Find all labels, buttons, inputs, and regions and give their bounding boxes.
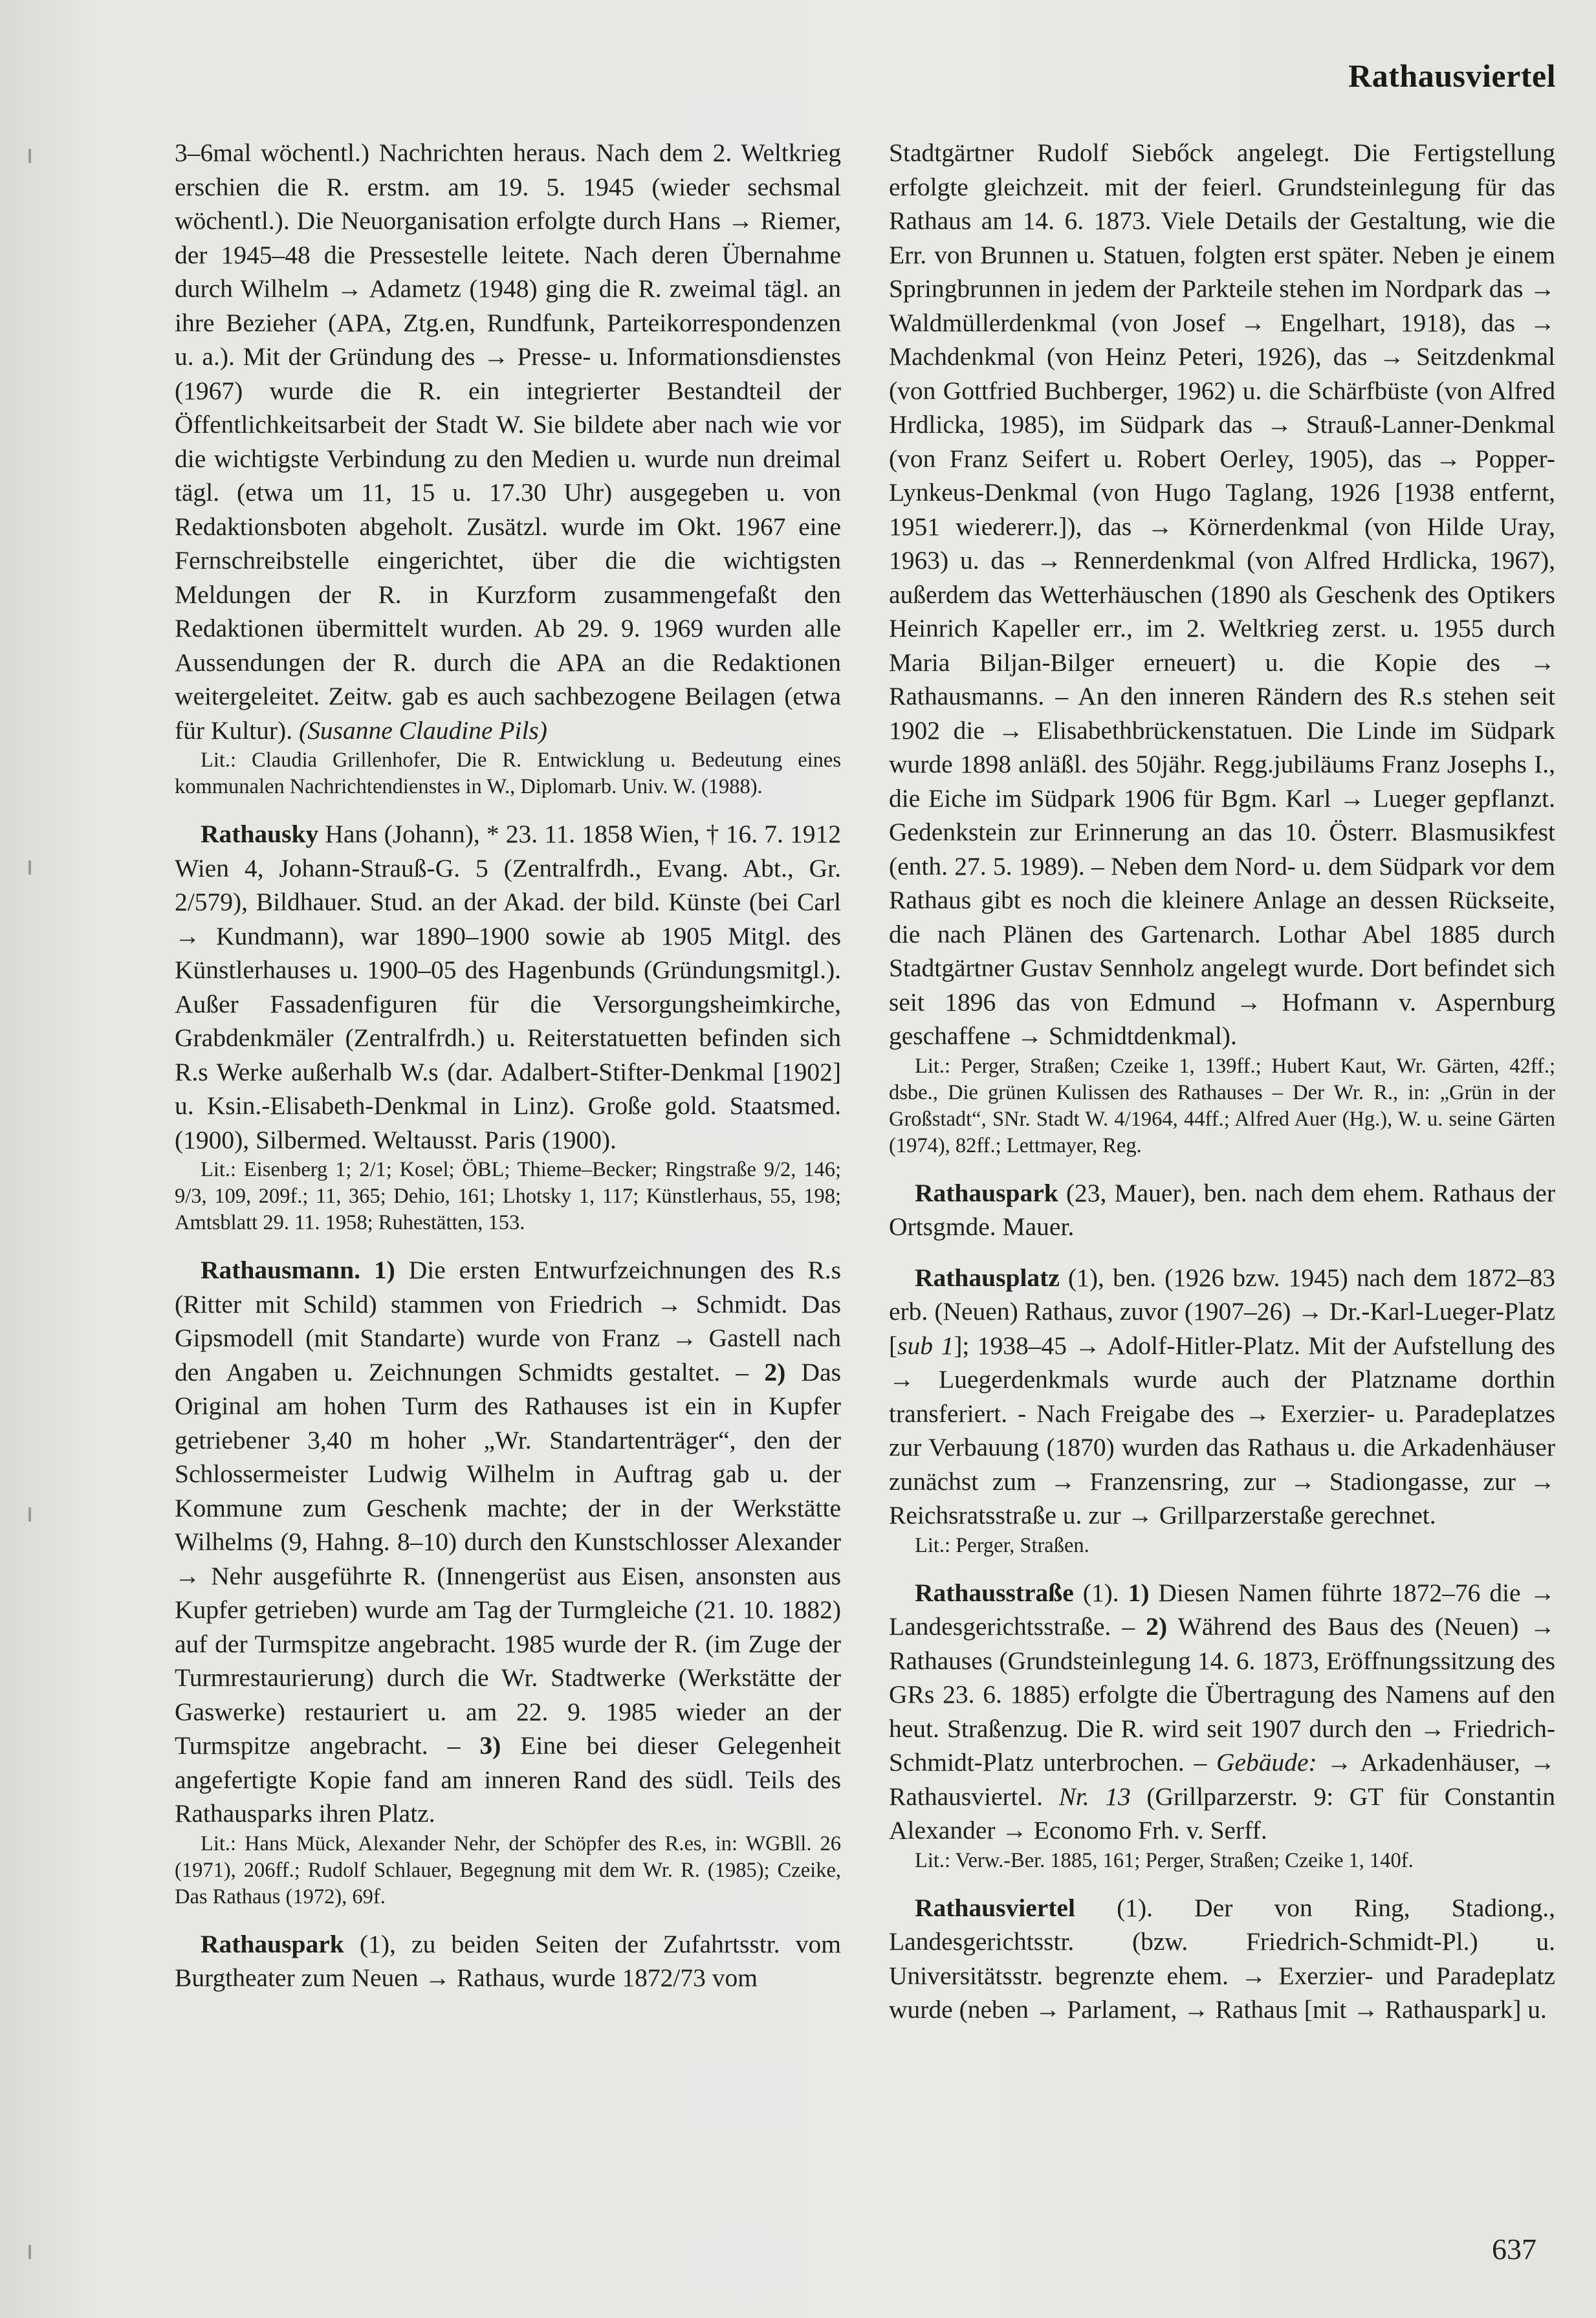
entry-rathausplatz [889, 1261, 1555, 1533]
sense-number: 1) [360, 1256, 395, 1284]
literature-note: Lit.: Perger, Straßen. [915, 1533, 1089, 1557]
entry-headword: Rathausky [201, 820, 319, 848]
literature-note: Lit.: Verw.-Ber. 1885, 161; Perger, Straßen; Czeike 1, 140f. [915, 1848, 1414, 1872]
sense-number: 2) [1146, 1612, 1168, 1641]
entry-rathausmann [175, 1253, 841, 1831]
sense-number: 1) [1128, 1578, 1150, 1607]
entry-headword: Rathausstraße [915, 1578, 1074, 1607]
subsection-label: Nr. 13 [1058, 1782, 1131, 1811]
author-signature: (Susanne Claudine Pils) [298, 716, 547, 745]
left-column [175, 136, 841, 1995]
sense-number: 3) [479, 1731, 501, 1760]
entry-headword: Rathausmann. [201, 1256, 360, 1284]
subsection-label: Gebäude: [1216, 1748, 1317, 1777]
entry-text: Eine bei dieser Gelegenheit angefertigte Kopie fand am inneren Rand des südl. Teils des Rathausparks ihren Platz. [175, 1731, 841, 1828]
entry-headword: Rathauspark [915, 1178, 1058, 1207]
entry-rathausstrasse [889, 1576, 1555, 1848]
entry-headword: Rathausplatz [915, 1263, 1060, 1292]
entry-text: (Grillparzerstr. 9: GT für Constantin Alexander → Economo Frh. v. Serff. [889, 1782, 1555, 1844]
entry-headword: Rathausviertel [915, 1893, 1075, 1922]
literature-note: Lit.: Eisenberg 1; 2/1; Kosel; ÖBL; Thieme–Becker; Ringstraße 9/2, 146; 9/3, 109, 209f.; 11, 365; Dehio, 161; Lhotsky 1, 117; Künstlerhaus, 55, 198; Amtsblatt 29. 11. 1958; Ruhestätten, 153. [175, 1158, 841, 1234]
entry-text: Während des Baus des (Neuen) → Rathauses (Grundsteinlegung 14. 6. 1873, Eröffnungssitzung des GRs 23. 6. 1885) erfolgte die Übertragung des Namens auf den heut. Straßenzug. Die R. wird seit 1907 durch den → Friedrich-Schmidt-Platz unterbrochen. – [889, 1612, 1555, 1777]
binding-mark [28, 860, 31, 875]
entry-rathausviertel [889, 1891, 1555, 2027]
entry-text: (23, Mauer), ben. nach dem ehem. Rathaus der Ortsgmde. Mauer. [889, 1178, 1555, 1241]
entry-text: (1), zu beiden Seiten der Zufahrtsstr. vom Burgtheater zum Neuen → Rathaus, wurde 1872/73 vom [175, 1929, 841, 1992]
paragraph-continuation [175, 136, 841, 747]
page-number: 637 [1492, 2233, 1536, 2266]
entry-headword: Rathauspark [201, 1929, 344, 1958]
right-column [889, 136, 1555, 2027]
literature-note: Lit.: Claudia Grillenhofer, Die R. Entwicklung u. Bedeutung eines kommunalen Nachrichtendienstes in W., Diplomarb. Univ. W. (1988). [175, 749, 841, 798]
entry-rathausky [175, 817, 841, 1157]
entry-text: Die ersten Entwurfzeichnungen des R.s (Ritter mit Schild) stammen von Friedrich → Schmidt. Das Gipsmodell (mit Standarte) wurde von Franz → Gastell nach den Angaben u. Zeichnungen Schmidts gestaltet. – [175, 1256, 841, 1386]
literature-note: Lit.: Hans Mück, Alexander Nehr, der Schöpfer des R.es, in: WGBll. 26 (1971), 206ff.; Rudolf Schlauer, Begegnung mit dem Wr. R. (1985); Czeike, Das Rathaus (1972), 69f. [175, 1831, 841, 1908]
entry-text: Diesen Namen führte 1872–76 die → Landesgerichtsstraße. – [889, 1578, 1555, 1641]
entry-text: (1). [1073, 1578, 1128, 1607]
binding-mark [28, 2245, 31, 2259]
entry-text: (1), ben. (1926 bzw. 1945) nach dem 1872–83 erb. (Neuen) Rathaus, zuvor (1907–26) → Dr.-Karl-Lueger-Platz [ [889, 1263, 1555, 1360]
entry-rathauspark-23 [889, 1176, 1555, 1244]
entry-text: (1). Der von Ring, Stadiong., Landesgerichtsstr. (bzw. Friedrich-Schmidt-Pl.) u. Universitätsstr. begrenzte ehem. → Exerzier- und Paradeplatz wurde (neben → Parlament, → Rathaus [mit → Rathauspark] u. [889, 1893, 1555, 2024]
entry-rathauspark-1 [175, 1927, 841, 1995]
literature-note: Lit.: Perger, Straßen; Czeike 1, 139ff.; Hubert Kaut, Wr. Gärten, 42ff.; dsbe., Die grünen Kulissen des Rathauses – Der Wr. R., in: „Grün in der Großstadt“, SNr. Stadt W. 4/1964, 44ff.; Alfred Auer (Hg.), W. u. seine Gärten (1974), 82ff.; Lettmayer, Reg. [889, 1054, 1555, 1157]
sense-number: 2) [764, 1357, 786, 1386]
entry-text: → Arkadenhäuser, → Rathausviertel. [889, 1748, 1556, 1811]
cross-ref-sub: sub 1 [897, 1331, 954, 1360]
binding-mark [28, 1507, 31, 1522]
running-head: Rathausviertel [1348, 58, 1556, 94]
paragraph-continuation: Stadtgärtner Rudolf Siebőck angelegt. Die Fertigstellung erfolgte gleichzeit. mit der feierl. Grundsteinlegung für das Rathaus am 14. 6. 1873. Viele Details der Gestaltung, wie die Err. von Brunnen u. Statuen, folgten erst später. Neben je einem Springbrunnen in jedem der Parkteile stehen im Nordpark das → Waldmüllerdenkmal (von Josef → Engelhart, 1918), das → Machdenkmal (von Heinz Peteri, 1926), das → Seitzdenkmal (von Gottfried Buchberger, 1962) u. die Schärfbüste (von Alfred Hrdlicka, 1985), im Südpark das → Strauß-Lanner-Denkmal (von Franz Seifert u. Robert Oerley, 1905), das → Popper-Lynkeus-Denkmal (von Hugo Taglang, 1926 [1938 entfernt, 1951 wiedererr.]), das → Körnerdenkmal (von Hilde Uray, 1963) u. das → Rennerdenkmal (von Alfred Hrdlicka, 1967), außerdem das Wetterhäuschen (1890 als Geschenk des Optikers Heinrich Kapeller err., im 2. Weltkrieg zerst. u. 1955 durch Maria Biljan-Bilger erneuert) u. die Kopie des → Rathausmanns. – An den inneren Rändern des R.s stehen seit 1902 die → Elisabethbrückenstatuen. Die Linde im Südpark wurde 1898 anläßl. des 50jähr. Regg.jubiläums Franz Josephs I., die Eiche im Südpark 1906 für Bgm. Karl → Lueger gepflanzt. Gedenkstein zur Erinnerung an das 10. Österr. Blasmusikfest (enth. 27. 5. 1989). – Neben dem Nord- u. dem Südpark vor dem Rathaus gibt es noch die kleinere Anlage an dessen Rückseite, die nach Plänen des Gartenarch. Lothar Abel 1885 durch Stadtgärtner Gustav Sennholz angelegt wurde. Dort befindet sich seit 1896 das von Edmund → Hofmann v. Aspernburg geschaffene → Schmidtdenkmal). [889, 138, 1555, 1050]
entry-text: Das Original am hohen Turm des Rathauses ist ein in Kupfer getriebener 3,40 m hoher „Wr. Standartenträger“, den der Schlossermeister Ludwig Wilhelm in Auftrag gab u. der Kommune zum Geschenk machte; der in der Werkstätte Wilhelms (9, Hahng. 8–10) durch den Kunstschlosser Alexander → Nehr ausgeführte R. (Innengerüst aus Eisen, ansonsten aus Kupfer getrieben) wurde am Tag der Turmgleiche (21. 10. 1882) auf der Turmspitze angebracht. 1985 wurde der R. (im Zuge der Turmrestaurierung) durch die Wr. Stadtwerke (Werkstätte der Gaswerke) restauriert u. am 22. 9. 1985 wieder an der Turmspitze angebracht. – [175, 1357, 841, 1760]
paragraph-text: 3–6mal wöchentl.) Nachrichten heraus. Nach dem 2. Weltkrieg erschien die R. erstm. am 19. 5. 1945 (wieder sechsmal wöchentl.). Die Neuorganisation erfolgte durch Hans → Riemer, der 1945–48 die Pressestelle leitete. Nach deren Übernahme durch Wilhelm → Adametz (1948) ging die R. zweimal tägl. an ihre Bezieher (APA, Ztg.en, Rundfunk, Parteikorrespondenzen u. a.). Mit der Gründung des → Presse- u. Informationsdienstes (1967) wurde die R. ein integrierter Bestandteil der Öffentlichkeitsarbeit der Stadt W. Sie bildete aber nach wie vor die wichtigste Verbindung zu den Medien u. wurde nun dreimal tägl. (etwa um 11, 15 u. 17.30 Uhr) ausgegeben u. von Redaktionsboten abgeholt. Zusätzl. wurde im Okt. 1967 eine Fernschreibstelle eingerichtet, über die die wichtigsten Meldungen der R. in Kurzform zusammengefaßt den Redaktionen übermittelt wurden. Ab 29. 9. 1969 wurden alle Aussendungen der R. durch die APA an die Redaktionen weitergeleitet. Zeitw. gab es auch sachbezogene Beilagen (etwa für Kultur). [175, 138, 841, 745]
binding-mark [28, 149, 31, 163]
entry-text: Hans (Johann), * 23. 11. 1858 Wien, † 16. 7. 1912 Wien 4, Johann-Strauß-G. 5 (Zentralfrdh., Evang. Abt., Gr. 2/579), Bildhauer. Stud. an der Akad. der bild. Künste (bei Carl → Kundmann), war 1890–1900 sowie ab 1905 Mitgl. des Künstlerhauses u. 1900–05 des Hagenbunds (Gründungsmitgl.). Außer Fassadenfiguren für die Versorgungsheimkirche, Grabdenkmäler (Zentralfrdh.) u. Reiterstatuetten befinden sich R.s Werke außerhalb W.s (dar. Adalbert-Stifter-Denkmal [1902] u. Ksin.-Elisabeth-Denkmal in Linz). Große gold. Staatsmed. (1900), Silbermed. Weltausst. Paris (1900). [175, 820, 841, 1154]
entry-text: ]; 1938–45 → Adolf-Hitler-Platz. Mit der Aufstellung des → Luegerdenkmals wurde auch der Platzname dorthin transferiert. - Nach Freigabe des → Exerzier- u. Paradeplatzes zur Verbauung (1870) wurden das Rathaus u. die Arkadenhäuser zunächst zum → Franzensring, zur → Stadiongasse, zur → Reichsratsstraße u. zur → Grillparzerstaße gerechnet. [889, 1331, 1555, 1529]
